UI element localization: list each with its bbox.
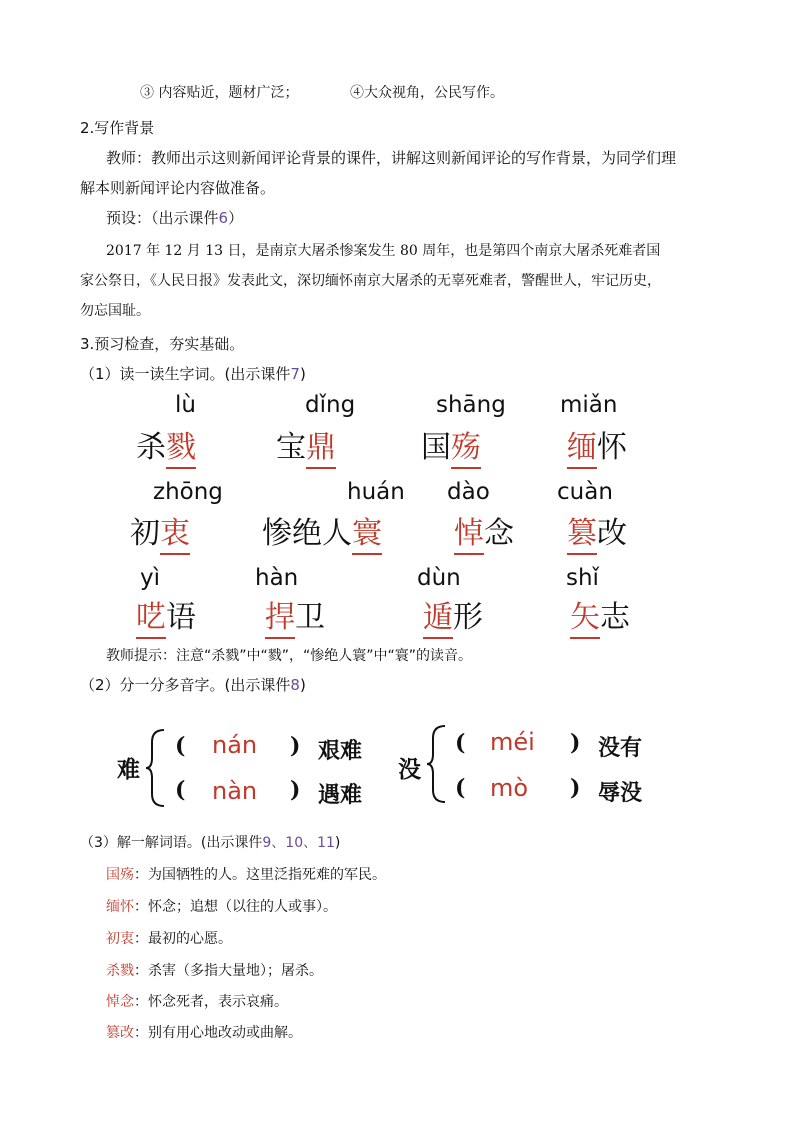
subsection-label: （2）分一分多音字。(出示课件	[80, 676, 291, 694]
vocab-highlight: 矢	[570, 592, 600, 636]
vocab-highlight: 寰	[352, 508, 382, 552]
subsection-close: )	[334, 835, 341, 851]
vocab-highlight: 戮	[166, 422, 196, 466]
pinyin: dào	[447, 479, 490, 505]
paragraph-line: 教师：教师出示这则新闻评论背景的课件，讲解这则新闻评论的写作背景，为同学们理	[106, 149, 677, 167]
paren-close: )	[570, 775, 581, 801]
list-item-4: ④大众视角，公民写作。	[350, 85, 504, 101]
vocab-char: 杀	[136, 430, 166, 465]
vocab-char: 语	[166, 600, 196, 635]
vocab-char: 宝	[276, 430, 306, 465]
polyphonic-word: 没有	[598, 735, 643, 761]
subsection-label: （1）读一读生字词。(出示课件	[80, 365, 291, 383]
vocab-word	[136, 592, 196, 636]
definition	[106, 896, 337, 916]
vocab-char: 形	[453, 600, 483, 635]
vocab-char: 惨绝人	[262, 516, 352, 551]
paren-close: )	[290, 777, 301, 803]
pinyin: hàn	[255, 565, 299, 591]
polyphonic-pinyin: méi	[490, 728, 535, 756]
vocab-word	[421, 422, 481, 466]
definition-text: ：为国牺牲的人。这里泛指死难的军民。	[134, 867, 386, 883]
section-heading: 3.预习检查，夯实基础。	[80, 335, 245, 353]
slide-number: 9、10、11	[262, 835, 335, 851]
pinyin: lù	[175, 392, 196, 418]
slide-number: 6	[218, 209, 229, 227]
vocab-word	[570, 592, 630, 636]
slide-number: 8	[290, 676, 300, 694]
pinyin: huán	[347, 479, 405, 505]
vocab-char: 怀	[597, 430, 627, 465]
paren-open: (	[455, 775, 466, 801]
background-line: 2017 年 12 月 13 日，是南京大屠杀惨案发生 80 周年，也是第四个南京大屠杀死难者国	[106, 243, 661, 259]
definition-term: 国殇	[106, 867, 134, 883]
vocab-word	[423, 592, 483, 636]
polyphonic-word: 艰难	[318, 738, 363, 764]
vocab-highlight: 殇	[451, 422, 481, 466]
vocab-highlight: 缅	[567, 422, 597, 466]
definition-text: ：怀念；追想（以往的人或事）。	[134, 899, 337, 915]
vocab-highlight: 篡	[567, 508, 597, 552]
list-item-3: ③ 内容贴近，题材广泛；	[140, 85, 299, 101]
vocab-char: 初	[130, 516, 160, 551]
vocab-word	[130, 508, 190, 552]
vocab-highlight: 鼎	[306, 422, 336, 466]
vocab-word	[567, 508, 627, 552]
definition-term: 悼念	[106, 994, 134, 1010]
definition	[106, 1022, 302, 1042]
vocab-highlight: 捍	[265, 592, 295, 636]
pinyin: shǐ	[566, 565, 599, 591]
vocab-word	[276, 422, 336, 466]
vocab-word	[262, 508, 382, 552]
vocab-char: 国	[421, 430, 451, 465]
vocab-char: 志	[600, 600, 630, 635]
polyphonic-pinyin: mò	[490, 774, 529, 802]
polyphonic-pinyin: nàn	[212, 777, 258, 805]
polyphonic-word: 辱没	[598, 780, 643, 806]
pinyin: miǎn	[560, 392, 618, 418]
pinyin: dǐng	[305, 392, 356, 418]
vocab-highlight: 悼	[454, 508, 484, 552]
pinyin: yì	[140, 565, 161, 591]
pinyin: zhōng	[153, 479, 223, 505]
vocab-word	[567, 422, 627, 466]
polyphonic-word: 遇难	[318, 782, 363, 808]
paren-open: (	[455, 730, 466, 756]
section-heading: 2.写作背景	[80, 119, 155, 137]
pinyin: cuàn	[557, 479, 613, 505]
subsection-close: )	[299, 365, 306, 383]
background-line: 勿忘国耻。	[80, 303, 150, 319]
pinyin: shāng	[436, 392, 506, 418]
subsection-close: )	[299, 676, 306, 694]
brace-icon	[425, 724, 449, 804]
paren-open: (	[175, 733, 186, 759]
definition-text: ：最初的心愿。	[134, 931, 232, 947]
background-line: 家公祭日，《人民日报》发表此文，深切缅怀南京大屠杀的无辜死难者，警醒世人，牢记历史，	[80, 273, 661, 289]
vocab-highlight: 衷	[160, 508, 190, 552]
polyphonic-char: 没	[398, 756, 421, 783]
definition-term: 初衷	[106, 931, 134, 947]
definition	[106, 928, 232, 948]
paragraph-line: 解本则新闻评论内容做准备。	[80, 179, 276, 197]
subsection-heading	[80, 674, 306, 695]
preset-label: 预设：（出示课件	[106, 209, 219, 227]
vocab-highlight: 呓	[136, 592, 166, 636]
definition-term: 杀戮	[106, 963, 134, 979]
definition-text: ：怀念死者，表示哀痛。	[134, 994, 288, 1010]
teacher-tip: 教师提示：注意“杀戮”中“戮”，“惨绝人寰”中“寰”的读音。	[106, 648, 473, 664]
slide-number: 7	[290, 365, 300, 383]
paren-close: )	[290, 733, 301, 759]
definition-text: ：别有用心地改动或曲解。	[134, 1025, 302, 1041]
paren-close: )	[570, 730, 581, 756]
definition-text: ：杀害（多指大量地）；屠杀。	[134, 963, 323, 979]
vocab-word	[136, 422, 196, 466]
subsection-label: （3）解一解词语。(出示课件	[80, 835, 263, 851]
definition	[106, 864, 386, 884]
vocab-word	[454, 508, 514, 552]
definition	[106, 960, 323, 980]
polyphonic-char: 难	[117, 756, 140, 783]
brace-icon	[144, 728, 168, 808]
vocab-char: 改	[597, 516, 627, 551]
subsection-heading	[80, 832, 340, 852]
polyphonic-pinyin: nán	[212, 731, 258, 759]
vocab-highlight: 遁	[423, 592, 453, 636]
definition-term: 缅怀	[106, 899, 134, 915]
preset-close: ）	[228, 209, 244, 227]
pinyin: dùn	[417, 565, 461, 591]
subsection-heading	[80, 363, 306, 384]
vocab-word	[265, 592, 325, 636]
definition-term: 篡改	[106, 1025, 134, 1041]
paren-open: (	[175, 777, 186, 803]
vocab-char: 卫	[295, 600, 325, 635]
definition	[106, 991, 288, 1011]
preset-line	[106, 207, 243, 228]
vocab-char: 念	[484, 516, 514, 551]
